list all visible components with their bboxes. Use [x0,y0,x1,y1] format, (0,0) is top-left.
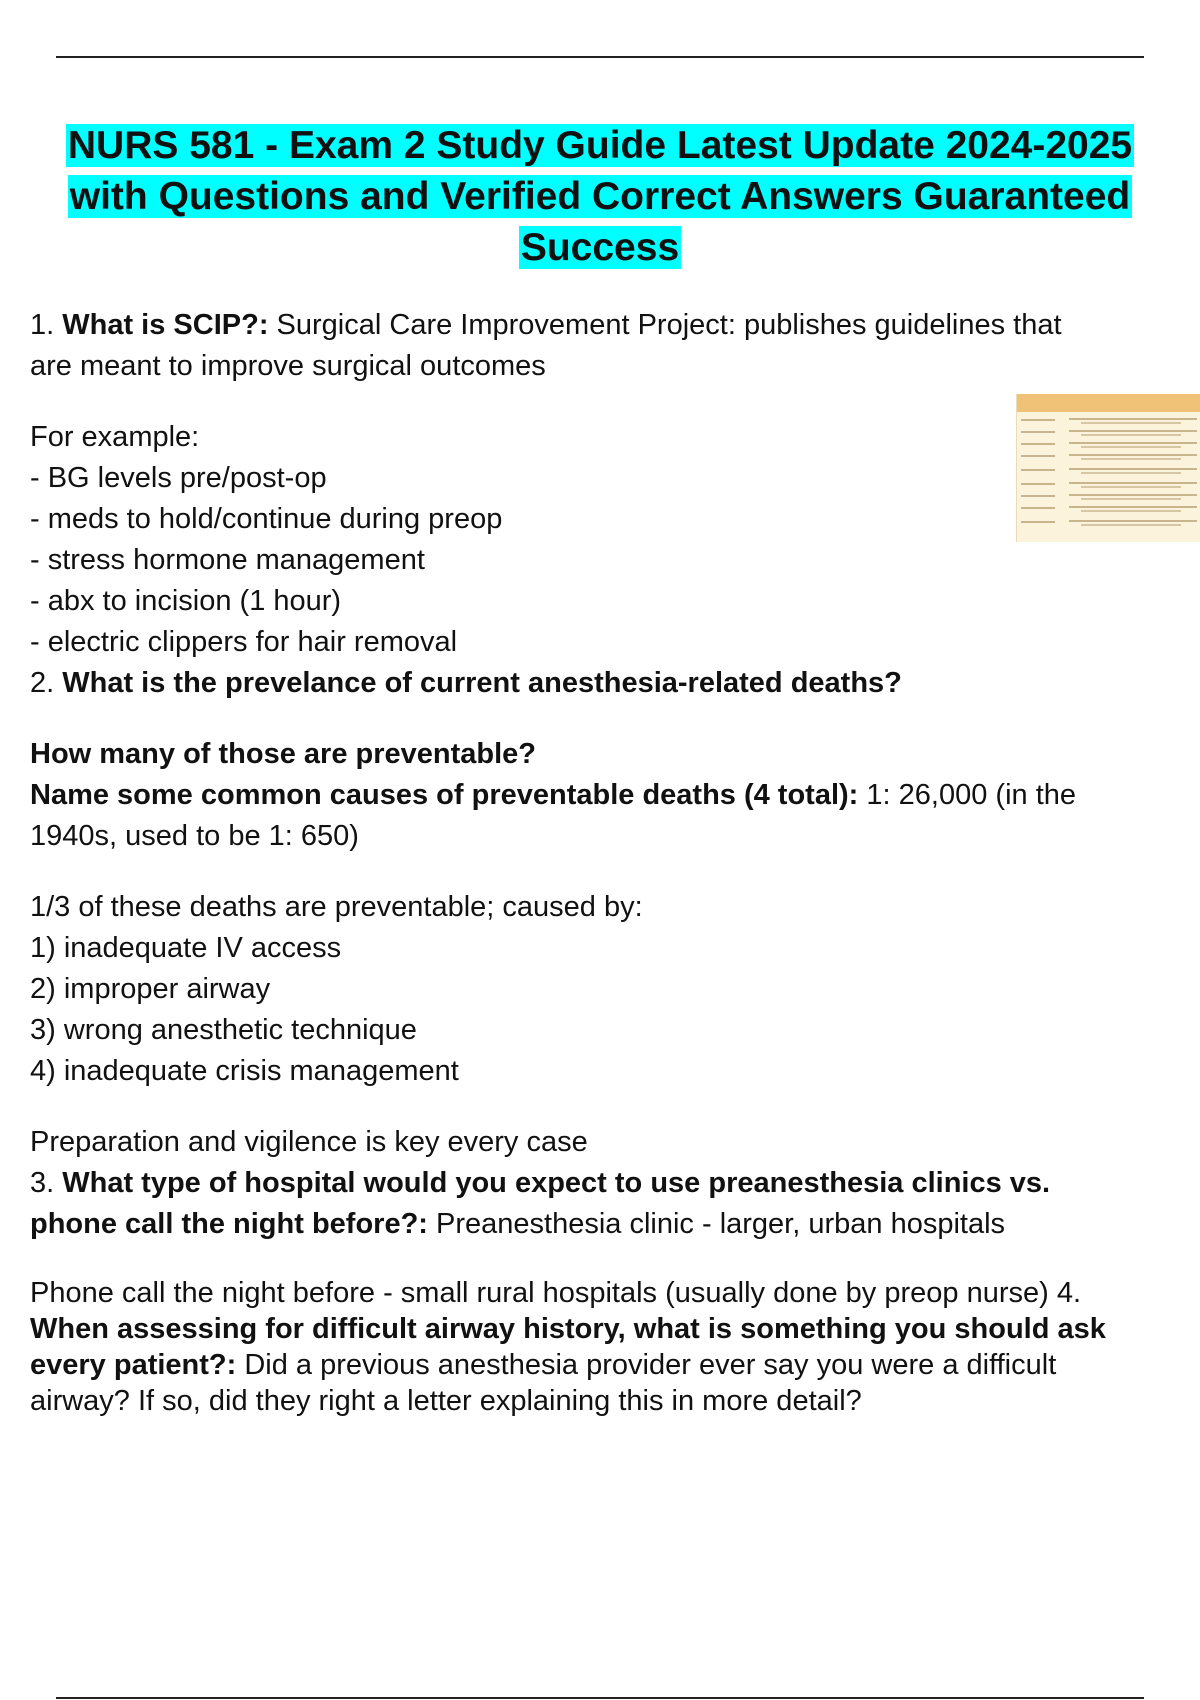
q4-question-2: every patient?: [30,1349,237,1381]
q3-question-1: What type of hospital would you expect to use preanesthesia clinics vs. [62,1167,1051,1199]
title-line-1: NURS 581 - Exam 2 Study Guide Latest Update 2024-2025 [67,124,1133,167]
q3-line-3 [30,1275,1200,1311]
q1-question: What is SCIP?: [62,309,269,341]
study-guide-content [30,305,1200,1419]
q2-cause-item: 3) wrong anesthetic technique [30,1014,417,1046]
q1-answer-2: are meant to improve surgical outcomes [30,350,546,382]
q3-line-2 [30,1204,1200,1245]
q3-question-2: phone call the night before?: [30,1208,428,1240]
q1-line-1 [30,305,1200,346]
q2-cause-item: 4) inadequate crisis management [30,1055,459,1087]
q1-number: 1. [30,309,55,341]
q2-answer-2: 1940s, used to be 1: 650) [30,820,359,852]
q1-example-item: - stress hormone management [30,544,425,576]
q2-causes-intro: 1/3 of these deaths are preventable; caused by: [30,891,643,923]
top-rule [56,56,1144,58]
q1-example-item: - meds to hold/continue during preop [30,503,503,535]
q4-answer-1: Did a previous anesthesia provider ever say you were a difficult [244,1349,1057,1381]
q4-number: 4. [1056,1277,1082,1309]
q1-example-item: - abx to incision (1 hour) [30,585,342,617]
q2-line-3 [30,775,1200,816]
q3-number: 3. [30,1167,55,1199]
q4-line-2 [30,1347,1200,1383]
q3-answer-1: Preanesthesia clinic - larger, urban hospitals [436,1208,1006,1240]
q2-question-1: What is the prevelance of current anesthesia-related deaths? [62,667,902,699]
q2-closing: Preparation and vigilence is key every case [30,1126,588,1158]
q3-answer-2: Phone call the night before - small rural hospitals (usually done by preop nurse) [30,1277,1049,1309]
q2-question-3: Name some common causes of preventable deaths (4 total): [30,779,859,811]
title-line-3: Success [520,226,680,269]
q2-cause-item: 2) improper airway [30,973,271,1005]
title-line-2: with Questions and Verified Correct Answers Guaranteed [69,175,1131,218]
q4-question-1: When assessing for difficult airway history, what is something you should ask [30,1313,1106,1345]
q1-example-intro: For example: [30,421,200,453]
q2-number: 2. [30,667,55,699]
document-title [40,120,1160,273]
q2-cause-item: 1) inadequate IV access [30,932,342,964]
q3-line-1 [30,1163,1200,1204]
q4-answer-2: airway? If so, did they right a letter explaining this in more detail? [30,1385,862,1417]
q2-question-2: How many of those are preventable? [30,738,537,770]
q1-example-item: - electric clippers for hair removal [30,626,458,658]
q1-example-item: - BG levels pre/post-op [30,462,327,494]
q2-answer-1: 1: 26,000 (in the [866,779,1077,811]
bottom-rule [56,1697,1144,1699]
q1-answer-1: Surgical Care Improvement Project: publishes guidelines that [276,309,1062,341]
q2-line-1 [30,663,1200,704]
